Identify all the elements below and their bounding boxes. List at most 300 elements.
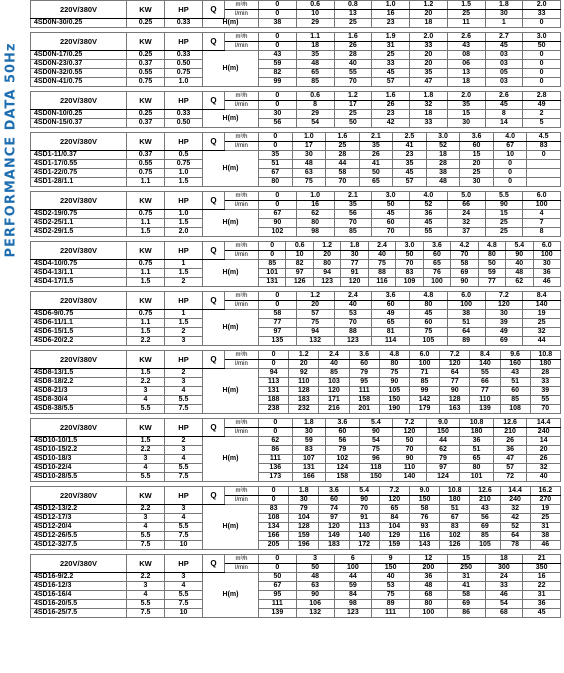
head-value: 38 (447, 310, 485, 319)
flow-value-lmin: 90 (349, 496, 379, 505)
head-value: 59 (334, 582, 372, 591)
head-value: 40 (527, 473, 561, 482)
model-name: 4SD10-18/3 (31, 455, 127, 464)
head-label: H(m) (203, 19, 259, 28)
flow-value-lmin: 0 (259, 428, 293, 437)
hp-value: 1 (165, 310, 203, 319)
flow-value-lmin: 150 (426, 428, 460, 437)
head-value: 55 (410, 228, 448, 237)
head-value: 216 (319, 405, 349, 414)
kw-value: 7.5 (127, 541, 165, 550)
head-value: 36 (493, 446, 527, 455)
head-value: 18 (410, 19, 448, 28)
head-value: 40 (372, 573, 410, 582)
model-name: 4SD12-26/5.5 (31, 532, 127, 541)
flow-value-m3h: 1.2 (334, 92, 372, 101)
head-value: 20 (460, 160, 494, 169)
table-row (31, 473, 561, 482)
head-value: 86 (447, 609, 485, 618)
head-value: 32 (500, 505, 530, 514)
head-value: 172 (349, 541, 379, 550)
flow-value-m3h: 3.6 (423, 242, 450, 251)
flow-value-m3h: 3.0 (396, 242, 423, 251)
head-value: 62 (506, 278, 533, 287)
head-value: 143 (409, 541, 439, 550)
performance-table (30, 132, 561, 187)
model-name: 4SD16-16/4 (31, 591, 127, 600)
model-name: 4SD0N-17/0.25 (31, 51, 127, 60)
kw-value: 2.2 (127, 446, 165, 455)
q-label: Q (203, 1, 225, 19)
head-value: 36 (533, 269, 560, 278)
kw-value: 4 (127, 396, 165, 405)
flow-value-m3h: 10.8 (460, 419, 494, 428)
flow-value-m3h: 15 (447, 555, 485, 564)
table-row (31, 609, 561, 618)
head-value: 18 (410, 110, 448, 119)
flow-value-lmin: 26 (372, 101, 410, 110)
head-value: 15 (460, 151, 494, 160)
flow-value-m3h: 1.0 (292, 133, 326, 142)
kw-value: 0.55 (127, 69, 165, 78)
kw-value: 5.5 (127, 600, 165, 609)
performance-table (30, 91, 561, 128)
hp-value: 4 (165, 455, 203, 464)
head-value: 70 (334, 78, 372, 87)
head-value: 80 (259, 178, 293, 187)
head-value: 116 (368, 278, 395, 287)
model-name: 4SD1-22/0.75 (31, 169, 127, 178)
flow-unit-m3h: m³/h (225, 33, 259, 42)
head-value: 57 (372, 78, 410, 87)
head-value: 123 (334, 337, 372, 346)
head-value: 30 (460, 178, 494, 187)
hp-value: 0.33 (165, 110, 203, 119)
model-name: 4SD6-20/2.2 (31, 337, 127, 346)
flow-value-m3h: 2.4 (319, 351, 349, 360)
kw-value: 1.1 (127, 269, 165, 278)
head-value: 48 (410, 582, 448, 591)
head-value: 88 (368, 269, 395, 278)
head-value: 86 (259, 446, 293, 455)
head-value: 35 (259, 151, 293, 160)
head-value: 25 (523, 319, 561, 328)
flow-value-lmin: 16 (296, 201, 334, 210)
model-name: 4SD0N-32/0.55 (31, 69, 127, 78)
kw-value: 0.37 (127, 151, 165, 160)
q-label: Q (203, 292, 225, 310)
head-value: 69 (470, 523, 500, 532)
flow-unit-lmin: l/min (225, 564, 259, 573)
head-value: 39 (485, 319, 523, 328)
head-value: 51 (500, 378, 530, 387)
table-row (31, 437, 561, 446)
head-value: 97 (286, 269, 313, 278)
flow-value-m3h: 4.8 (379, 351, 409, 360)
head-value: 102 (259, 228, 297, 237)
head-value: 32 (527, 464, 561, 473)
head-value: 183 (289, 396, 319, 405)
head-value: 30 (533, 260, 560, 269)
head-value: 33 (530, 378, 560, 387)
head-value: 42 (372, 119, 410, 128)
head-value: 99 (259, 78, 297, 87)
flow-value-lmin: 25 (447, 10, 485, 19)
head-value: 131 (292, 464, 326, 473)
head-value: 48 (506, 269, 533, 278)
head-value: 116 (409, 532, 439, 541)
head-value: 123 (313, 278, 340, 287)
flow-value-lmin: 0 (259, 10, 297, 19)
head-value: 118 (359, 464, 393, 473)
kw-value: 0.55 (127, 160, 165, 169)
flow-unit-m3h: m³/h (225, 1, 259, 10)
flow-value-lmin: 120 (393, 428, 427, 437)
head-value: 55 (334, 69, 372, 78)
head-value: 76 (409, 514, 439, 523)
head-label: H(m) (203, 437, 259, 482)
head-value: 40 (506, 260, 533, 269)
flow-value-lmin: 16 (372, 10, 410, 19)
flow-value-lmin: 0 (259, 564, 297, 573)
kw-value: 3 (127, 387, 165, 396)
model-name: 4SD8-38/5.5 (31, 405, 127, 414)
head-value: 20 (527, 446, 561, 455)
flow-value-m3h: 7.2 (393, 419, 427, 428)
head-value: 20 (410, 60, 448, 69)
hp-value: 7.5 (165, 532, 203, 541)
head-value: 19 (523, 310, 561, 319)
flow-value-lmin: 35 (334, 201, 372, 210)
flow-value-lmin: 45 (485, 42, 523, 51)
flow-value-lmin: 140 (523, 301, 561, 310)
kw-value: 0.75 (127, 169, 165, 178)
flow-value-m3h: 0 (259, 1, 297, 10)
head-value: 75 (359, 446, 393, 455)
head-value: 70 (326, 178, 360, 187)
head-value: 0 (523, 78, 561, 87)
model-name: 4SD0N-41/0.75 (31, 78, 127, 87)
flow-value-m3h: 0 (259, 192, 297, 201)
flow-value-m3h: 3.6 (372, 292, 410, 301)
hp-value: 1.5 (165, 319, 203, 328)
flow-value-lmin: 20 (313, 251, 340, 260)
head-value: 15 (447, 110, 485, 119)
flow-value-lmin: 180 (460, 428, 494, 437)
flow-value-m3h: 14.4 (500, 487, 530, 496)
head-value: 79 (289, 505, 319, 514)
table-row (31, 169, 561, 178)
hp-header: HP (165, 192, 203, 210)
kw-header: KW (127, 33, 165, 51)
head-value: 8 (523, 228, 561, 237)
head-value: 139 (259, 609, 297, 618)
side-banner (0, 0, 22, 673)
head-value: 80 (410, 600, 448, 609)
head-value: 77 (341, 260, 368, 269)
head-value: 26 (493, 437, 527, 446)
flow-value-m3h: 0.6 (296, 92, 334, 101)
hp-value: 7.5 (165, 600, 203, 609)
head-value: 70 (530, 405, 560, 414)
flow-value-m3h: 2.8 (523, 92, 561, 101)
head-value: 158 (326, 473, 360, 482)
flow-value-lmin: 10 (296, 10, 334, 19)
voltage-header: 220V/380V (31, 92, 127, 110)
flow-unit-m3h: m³/h (225, 351, 259, 360)
head-value: 97 (319, 514, 349, 523)
kw-value: 1.5 (127, 278, 165, 287)
head-value: 59 (292, 437, 326, 446)
flow-value-m3h: 5.5 (485, 192, 523, 201)
kw-value: 2.2 (127, 337, 165, 346)
flow-value-lmin: 250 (447, 564, 485, 573)
head-value: 46 (530, 541, 560, 550)
flow-unit-m3h: m³/h (225, 292, 259, 301)
table-row (31, 260, 561, 269)
table-row (31, 51, 561, 60)
head-value: 5 (523, 119, 561, 128)
head-value: 54 (485, 600, 523, 609)
head-value: 109 (396, 278, 423, 287)
head-value: 131 (259, 278, 286, 287)
flow-value-lmin: 90 (485, 201, 523, 210)
head-value: 53 (334, 310, 372, 319)
flow-value-m3h: 3.6 (349, 351, 379, 360)
head-value: 43 (470, 505, 500, 514)
head-value: 60 (500, 387, 530, 396)
flow-value-lmin: 8 (296, 101, 334, 110)
flow-value-m3h: 2.0 (523, 1, 561, 10)
head-value: 104 (289, 514, 319, 523)
flow-value-m3h: 7.2 (379, 487, 409, 496)
head-value: 79 (326, 446, 360, 455)
head-value: 85 (500, 396, 530, 405)
flow-value-lmin: 100 (409, 360, 439, 369)
head-value: 183 (319, 541, 349, 550)
flow-value-m3h: 2.1 (359, 133, 393, 142)
head-value: 22 (523, 582, 561, 591)
head-value: 111 (372, 609, 410, 618)
head-value: 75 (410, 328, 448, 337)
head-value: 113 (259, 378, 289, 387)
head-value: 24 (447, 210, 485, 219)
head-value: 70 (349, 505, 379, 514)
hp-header: HP (165, 92, 203, 110)
flow-value-lmin: 31 (372, 42, 410, 51)
voltage-header: 220V/380V (31, 419, 127, 437)
head-value: 105 (410, 337, 448, 346)
model-name: 4SD6-9/0.75 (31, 310, 127, 319)
flow-value-lmin: 83 (527, 142, 561, 151)
head-value: 205 (259, 541, 289, 550)
flow-value-m3h: 1.6 (326, 133, 360, 142)
head-value: 70 (372, 228, 410, 237)
table-row (31, 396, 561, 405)
hp-header: HP (165, 419, 203, 437)
flow-value-lmin: 40 (368, 251, 395, 260)
head-value: 128 (440, 396, 470, 405)
table-row (31, 60, 561, 69)
flow-unit-m3h: m³/h (225, 242, 259, 251)
flow-value-lmin: 30 (292, 428, 326, 437)
hp-value: 3 (165, 505, 203, 514)
hp-value: 3 (165, 573, 203, 582)
hp-value: 0.33 (165, 51, 203, 60)
hp-value: 1.0 (165, 210, 203, 219)
kw-header: KW (127, 292, 165, 310)
flow-value-lmin: 120 (440, 360, 470, 369)
head-value: 190 (379, 405, 409, 414)
head-value: 131 (259, 387, 289, 396)
model-name: 4SD6-15/1.5 (31, 328, 127, 337)
hp-value: 1 (165, 260, 203, 269)
head-value: 30 (485, 310, 523, 319)
flow-value-m3h: 9 (372, 555, 410, 564)
flow-value-m3h: 1.0 (296, 192, 334, 201)
hp-value: 7.5 (165, 473, 203, 482)
head-value: 85 (470, 532, 500, 541)
flow-unit-m3h: m³/h (225, 133, 259, 142)
model-name: 4SD0N-10/0.25 (31, 110, 127, 119)
kw-value: 0.75 (127, 210, 165, 219)
head-value: 95 (259, 591, 297, 600)
head-value: 31 (523, 591, 561, 600)
flow-value-m3h: 1.1 (296, 33, 334, 42)
head-value: 47 (493, 455, 527, 464)
model-name: 4SD8-21/3 (31, 387, 127, 396)
flow-value-m3h: 0 (259, 133, 293, 142)
flow-value-lmin: 0 (259, 201, 297, 210)
head-value: 59 (478, 269, 505, 278)
head-value: 80 (296, 219, 334, 228)
q-label: Q (203, 242, 225, 260)
kw-value: 5.5 (127, 473, 165, 482)
head-value: 28 (334, 51, 372, 60)
kw-value: 1.5 (127, 328, 165, 337)
flow-value-m3h: 0 (259, 242, 286, 251)
head-value: 85 (259, 260, 286, 269)
head-value: 124 (326, 464, 360, 473)
head-value: 28 (326, 151, 360, 160)
head-value: 89 (447, 337, 485, 346)
hp-header: HP (165, 1, 203, 19)
head-value: 91 (349, 514, 379, 523)
head-value: 82 (259, 69, 297, 78)
head-value: 55 (470, 369, 500, 378)
head-value: 0 (493, 169, 527, 178)
flow-value-m3h: 5.4 (349, 487, 379, 496)
flow-value-lmin: 180 (440, 496, 470, 505)
voltage-header: 220V/380V (31, 133, 127, 151)
hp-value: 2 (165, 437, 203, 446)
head-value: 101 (460, 473, 494, 482)
flow-value-m3h: 10.8 (530, 351, 560, 360)
head-value: 77 (478, 278, 505, 287)
head-value: 45 (410, 310, 448, 319)
head-value: 102 (440, 532, 470, 541)
model-name: 4SD8-13/1.5 (31, 369, 127, 378)
head-value: 136 (259, 464, 293, 473)
flow-value-m3h: 6.0 (523, 192, 561, 201)
kw-value: 2.2 (127, 378, 165, 387)
flow-value-lmin: 100 (447, 301, 485, 310)
flow-value-lmin: 18 (296, 42, 334, 51)
head-value: 62 (426, 446, 460, 455)
hp-value: 1.5 (165, 178, 203, 187)
head-value: 85 (409, 378, 439, 387)
head-value: 4 (523, 210, 561, 219)
head-value: 70 (334, 219, 372, 228)
head-value: 173 (259, 473, 293, 482)
head-value: 53 (372, 582, 410, 591)
head-value: 90 (259, 219, 297, 228)
head-value: 85 (334, 228, 372, 237)
head-value: 47 (410, 78, 448, 87)
flow-value-lmin: 140 (470, 360, 500, 369)
head-value: 26 (359, 151, 393, 160)
flow-value-m3h: 1.0 (372, 1, 410, 10)
head-value: 120 (341, 278, 368, 287)
hp-value: 4 (165, 514, 203, 523)
head-value: 129 (379, 532, 409, 541)
head-value: 45 (523, 609, 561, 618)
flow-value-lmin: 49 (523, 101, 561, 110)
head-value: 134 (259, 523, 289, 532)
flow-value-m3h: 8.4 (523, 292, 561, 301)
head-value: 50 (478, 260, 505, 269)
head-value: 105 (470, 541, 500, 550)
model-name: 4SD10-28/5.5 (31, 473, 127, 482)
head-value: 50 (334, 119, 372, 128)
head-value: 97 (259, 328, 297, 337)
hp-value: 0.50 (165, 119, 203, 128)
head-value: 64 (500, 532, 530, 541)
q-label: Q (203, 351, 225, 369)
flow-value-m3h: 12 (410, 555, 448, 564)
head-value: 82 (286, 260, 313, 269)
head-value: 55 (530, 396, 560, 405)
kw-value: 1.1 (127, 178, 165, 187)
head-value: 65 (379, 505, 409, 514)
table-row (31, 160, 561, 169)
head-value: 46 (485, 591, 523, 600)
flow-value-m3h: 1.9 (372, 33, 410, 42)
hp-value: 0.50 (165, 60, 203, 69)
table-row (31, 446, 561, 455)
head-value: 14 (485, 119, 523, 128)
flow-value-m3h: 3.0 (523, 33, 561, 42)
head-value: 95 (349, 378, 379, 387)
kw-value: 3 (127, 514, 165, 523)
table-row (31, 19, 561, 28)
head-value: 120 (319, 523, 349, 532)
model-name: 4SD1-28/1.1 (31, 178, 127, 187)
flow-value-m3h: 18 (485, 555, 523, 564)
voltage-header: 220V/380V (31, 242, 127, 260)
flow-value-lmin: 50 (296, 564, 334, 573)
head-value: 94 (296, 328, 334, 337)
table-row (31, 523, 561, 532)
kw-header: KW (127, 1, 165, 19)
flow-value-lmin: 70 (451, 251, 478, 260)
table-row (31, 69, 561, 78)
model-name: 4SD10-22/4 (31, 464, 127, 473)
hp-value: 2 (165, 369, 203, 378)
kw-header: KW (127, 555, 165, 573)
head-value: 50 (259, 573, 297, 582)
head-value: 126 (440, 541, 470, 550)
